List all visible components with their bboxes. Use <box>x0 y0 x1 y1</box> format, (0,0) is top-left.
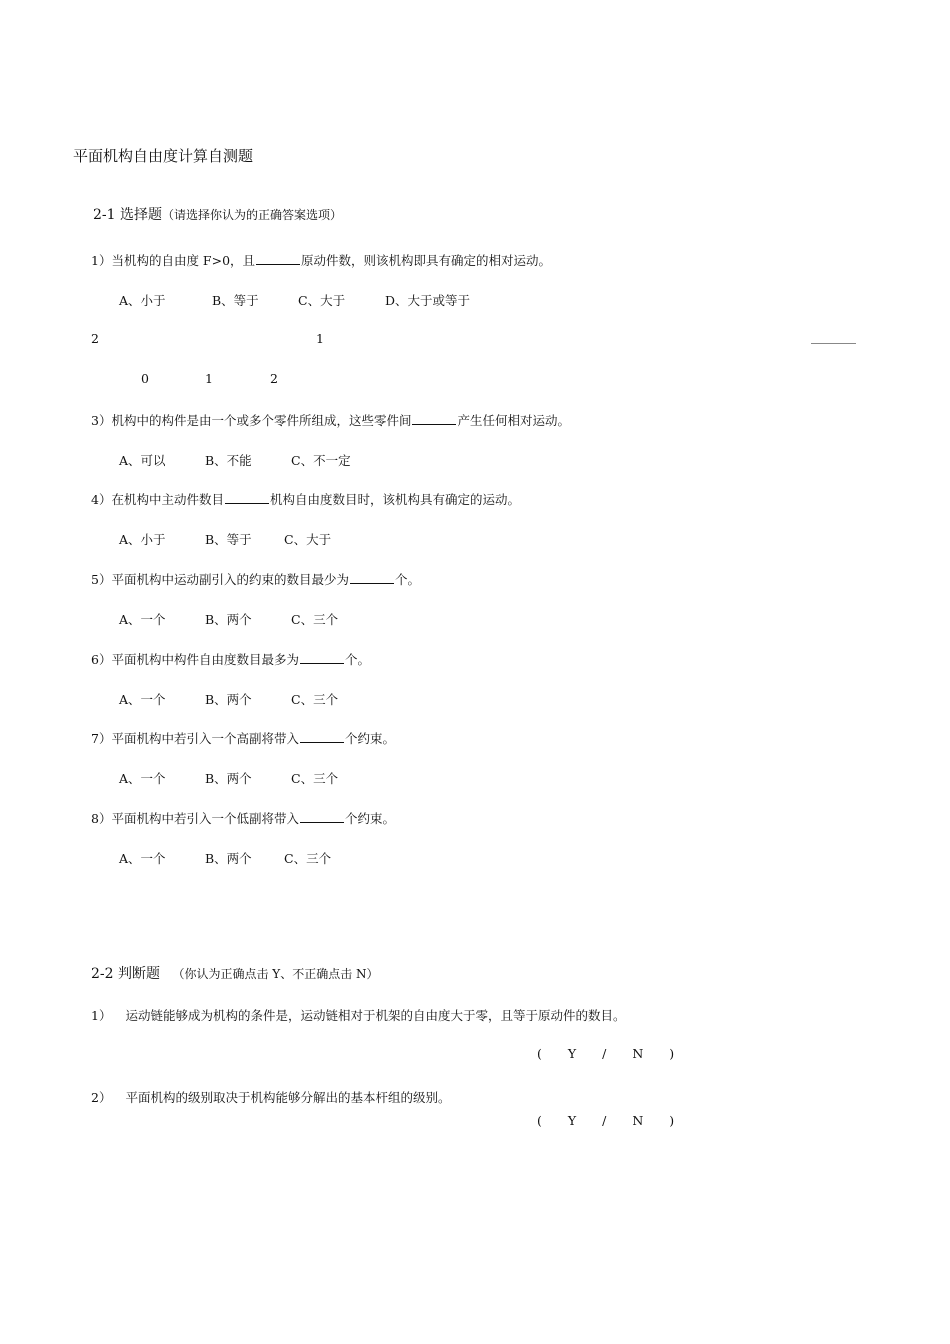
question-5-text-pre: 5）平面机构中运动副引入的约束的数目最少为 <box>91 572 349 587</box>
q6-option-a[interactable]: A、一个 <box>119 692 166 707</box>
question-6-text-pre: 6）平面机构中构件自由度数目最多为 <box>91 652 299 667</box>
j1-slash: / <box>602 1046 607 1061</box>
q2-option-b[interactable]: 1 <box>205 371 213 386</box>
q4-option-b[interactable]: B、等于 <box>205 532 252 547</box>
q8-option-a[interactable]: A、一个 <box>119 851 166 866</box>
question-7 <box>91 729 395 747</box>
question-3-blank <box>412 414 456 425</box>
question-5-text-post: 个。 <box>394 572 420 587</box>
question-5 <box>91 570 420 588</box>
question-7-text-post: 个约束。 <box>344 731 395 746</box>
q1-option-d[interactable]: D、大于或等于 <box>385 293 471 308</box>
q3-option-c[interactable]: C、不一定 <box>291 453 351 468</box>
j2-no-button[interactable]: N <box>632 1113 644 1128</box>
section-heading-choice <box>93 204 342 224</box>
q8-option-b[interactable]: B、两个 <box>205 851 252 866</box>
judgement-2-number: 2） <box>91 1090 112 1105</box>
j1-close-paren: ) <box>669 1046 675 1061</box>
section-heading-note: （请选择你认为的正确答案选项） <box>162 208 343 222</box>
judgement-2-answer <box>537 1113 674 1128</box>
q7-option-b[interactable]: B、两个 <box>205 771 252 786</box>
question-8-text-post: 个约束。 <box>344 811 395 826</box>
question-3-text-post: 产生任何相对运动。 <box>457 413 570 428</box>
question-3-text-pre: 3）机构中的构件是由一个或多个零件所组成，这些零件间 <box>91 413 412 428</box>
q1-option-a[interactable]: A、小于 <box>119 293 166 308</box>
j2-yes-button[interactable]: Y <box>567 1113 577 1128</box>
question-7-blank <box>300 732 344 743</box>
j1-yes-button[interactable]: Y <box>567 1046 577 1061</box>
q3-option-b[interactable]: B、不能 <box>205 453 252 468</box>
question-4-blank <box>225 493 269 504</box>
q1-option-b[interactable]: B、等于 <box>212 293 259 308</box>
q5-option-b[interactable]: B、两个 <box>205 612 252 627</box>
question-6 <box>91 650 370 668</box>
judgement-2-text: 平面机构的级别取决于机构能够分解出的基本杆组的级别。 <box>125 1090 451 1105</box>
question-6-blank <box>300 653 344 664</box>
question-3 <box>91 411 570 429</box>
section2-heading-label: 2-2 判断题 <box>91 966 160 982</box>
q6-option-c[interactable]: C、三个 <box>291 692 339 707</box>
question-1-text-post: 原动件数，则该机构即具有确定的相对运动。 <box>301 253 552 268</box>
q8-option-c[interactable]: C、三个 <box>284 851 332 866</box>
section-heading-judgement <box>91 963 379 983</box>
q4-option-a[interactable]: A、小于 <box>119 532 166 547</box>
question-5-blank <box>350 573 394 584</box>
q7-option-a[interactable]: A、一个 <box>119 771 166 786</box>
question-2-fragment: 1 <box>316 331 324 346</box>
question-8 <box>91 809 395 827</box>
question-4 <box>91 490 520 508</box>
q2-option-a[interactable]: 0 <box>141 371 149 386</box>
q6-option-b[interactable]: B、两个 <box>205 692 252 707</box>
q1-option-c[interactable]: C、大于 <box>298 293 346 308</box>
section2-heading-note: （你认为正确点击 Y、不正确点击 N） <box>172 967 379 981</box>
question-1-blank <box>256 254 300 265</box>
q5-option-a[interactable]: A、一个 <box>119 612 166 627</box>
j2-slash: / <box>602 1113 607 1128</box>
q3-option-a[interactable]: A、可以 <box>119 453 166 468</box>
question-1 <box>91 251 551 269</box>
j2-close-paren: ) <box>669 1113 675 1128</box>
q5-option-c[interactable]: C、三个 <box>291 612 339 627</box>
q4-option-c[interactable]: C、大于 <box>284 532 332 547</box>
question-4-text-pre: 4）在机构中主动件数目 <box>91 492 224 507</box>
question-4-text-post: 机构自由度数目时，该机构具有确定的运动。 <box>269 492 520 507</box>
j1-no-button[interactable]: N <box>632 1046 644 1061</box>
q2-option-c[interactable]: 2 <box>270 371 278 386</box>
j1-open-paren: ( <box>537 1046 542 1061</box>
question-2-number: 2 <box>91 331 99 346</box>
judgement-1 <box>91 1006 625 1024</box>
question-1-text-pre: 1）当机构的自由度 F>0，且 <box>91 253 256 268</box>
judgement-1-number: 1） <box>91 1008 112 1023</box>
judgement-1-text: 运动链能够成为机构的条件是，运动链相对于机架的自由度大于零，且等于原动件的数目。 <box>125 1008 626 1023</box>
j2-open-paren: ( <box>537 1113 542 1128</box>
question-8-text-pre: 8）平面机构中若引入一个低副将带入 <box>91 811 299 826</box>
question-7-text-pre: 7）平面机构中若引入一个高副将带入 <box>91 731 299 746</box>
page-title: 平面机构自由度计算自测题 <box>73 147 254 165</box>
question-8-blank <box>300 812 344 823</box>
judgement-2 <box>91 1088 450 1106</box>
question-6-text-post: 个。 <box>344 652 370 667</box>
q7-option-c[interactable]: C、三个 <box>291 771 339 786</box>
section-heading-label: 2-1 选择题 <box>93 207 162 223</box>
question-2-blank-line <box>811 343 856 344</box>
judgement-1-answer <box>537 1046 674 1061</box>
